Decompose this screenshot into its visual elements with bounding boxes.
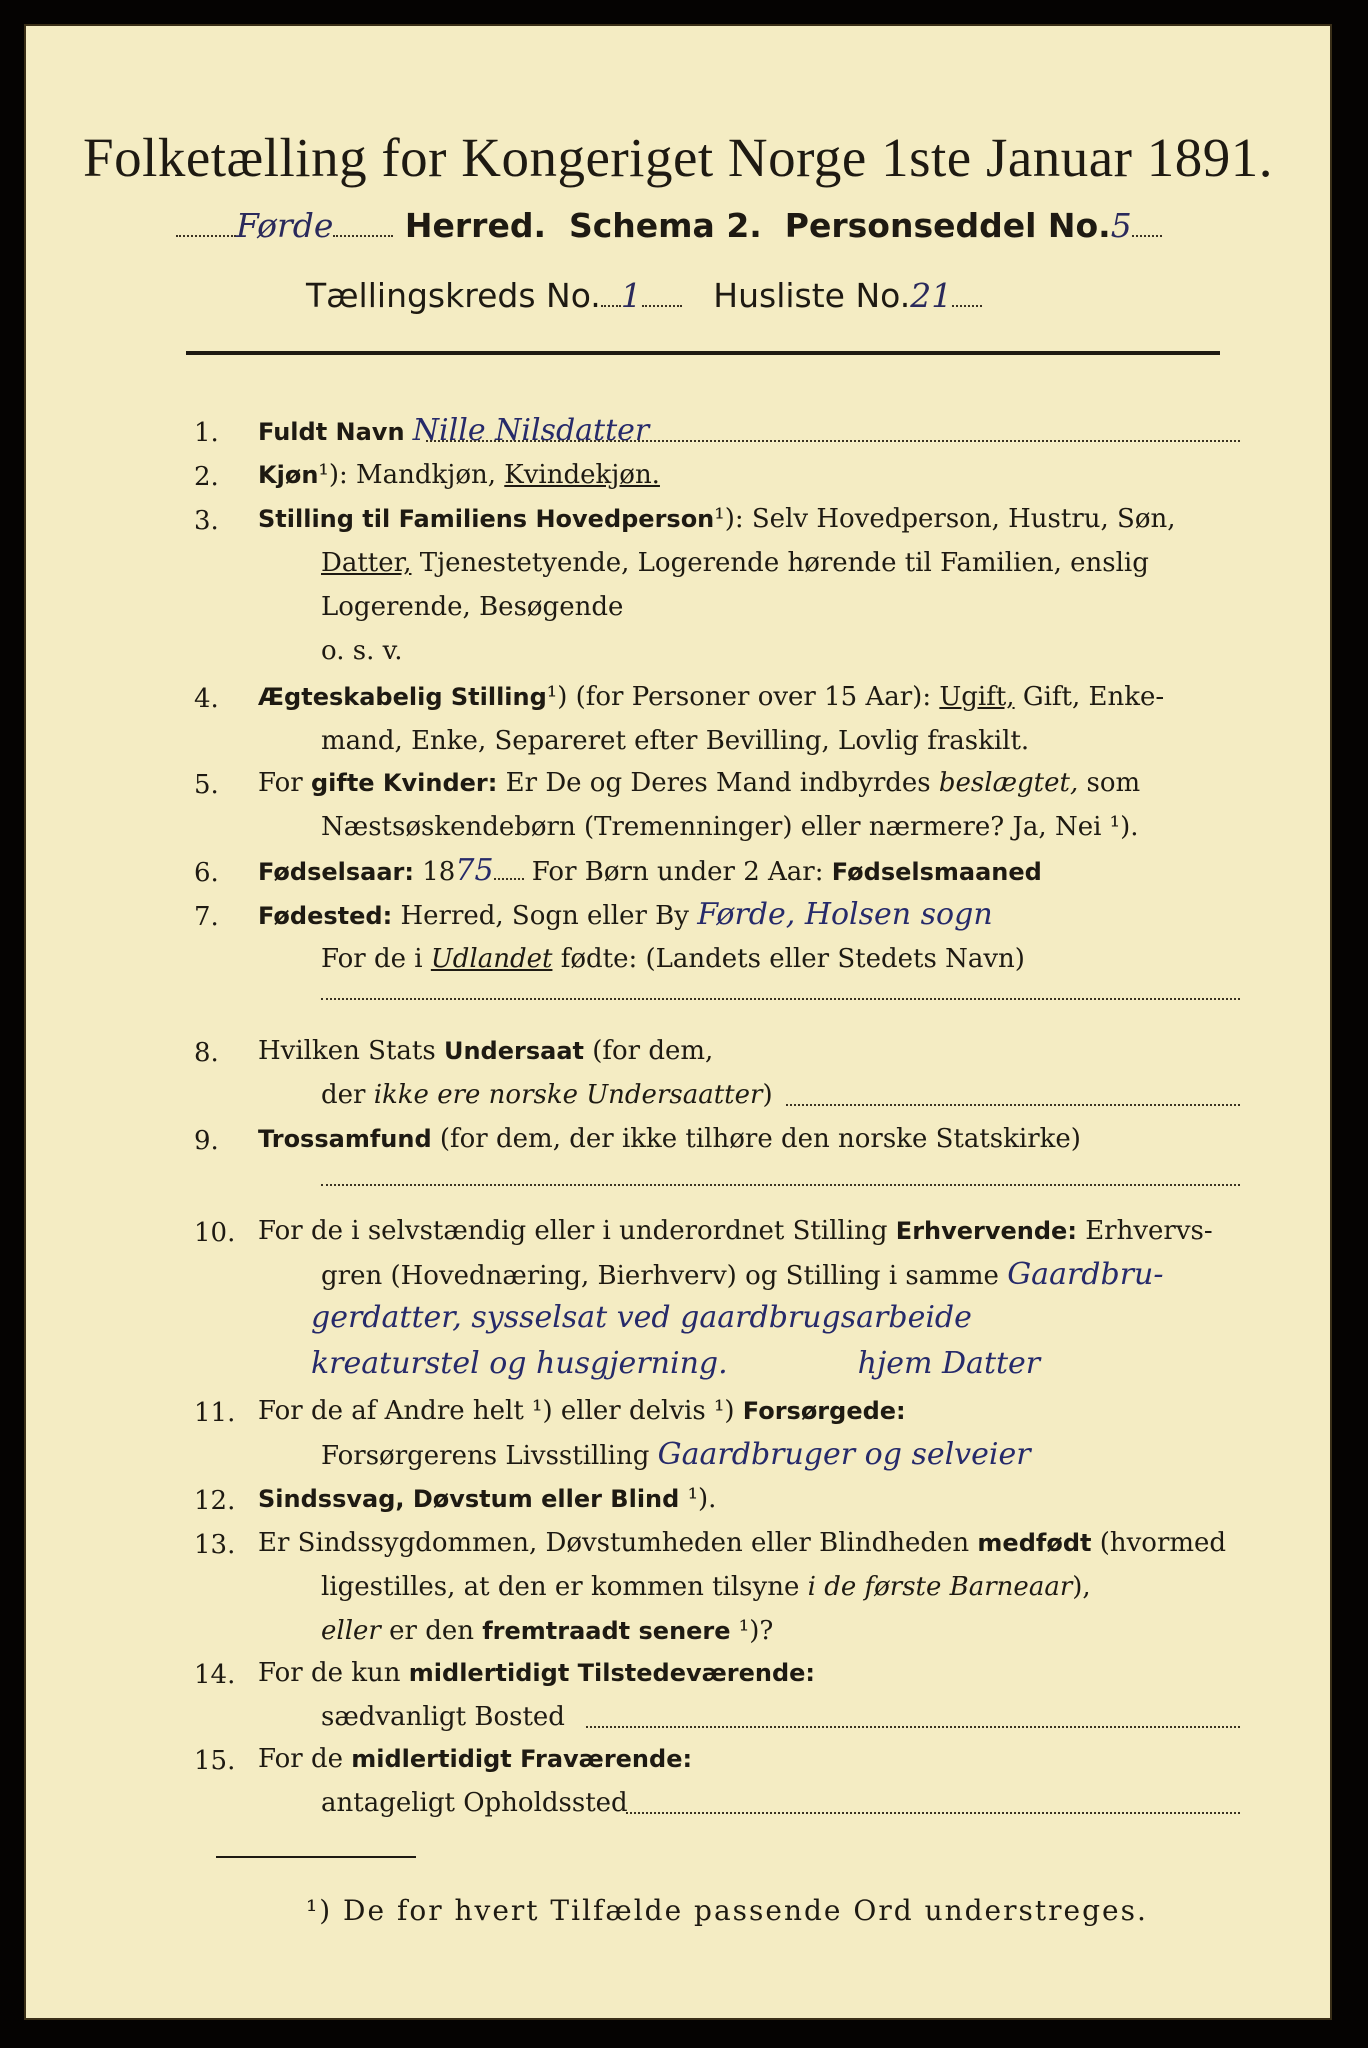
item-6 [258,850,1240,893]
personseddel-value: 5 [1110,206,1132,245]
item-9 [258,1118,1240,1160]
dotted-line [786,1104,1240,1106]
item-text: Forsørgerens Livsstilling [321,1441,650,1471]
provider-occupation-value: Gaardbruger og selveier [657,1437,1031,1472]
item-text: ¹): Mandkjøn, [318,460,505,490]
item-text: i de første Barneaar [807,1572,1073,1602]
item-label: midlertidigt Fraværende: [351,1745,693,1773]
item-number: 7. [194,902,219,932]
item-text: (for dem, [583,1036,714,1066]
item-3-cont [321,542,1240,584]
item-text: fødte: (Landets eller Stedets Navn) [552,944,1025,974]
item-label: Sindssvag, Døvstum eller Blind [258,1485,680,1513]
item-12 [258,1478,1240,1520]
item-label: Ægteskabelig Stilling [258,683,547,711]
item-1 [258,410,1240,453]
item-13 [258,1522,1240,1564]
item-number: 10. [194,1218,236,1248]
item-number: 14. [194,1660,236,1690]
item-text: For de af Andre helt ¹) eller delvis ¹) [258,1396,743,1426]
occupation-value: gerdatter, sysselsat ved gaardbrugsarbeide [311,1300,972,1335]
item-text: ¹): Selv Hovedperson, Hustru, Søn, [714,504,1176,534]
item-text: Er De og Deres Mand indbyrdes [497,768,939,798]
item-text: Erhvervs- [1076,1216,1213,1246]
item-text: For de i [321,944,431,974]
item-number: 12. [194,1486,236,1516]
item-text: ligestilles, at den er kommen tilsyne [321,1572,808,1602]
item-text: gren (Hovednæring, Bierhverv) og Stilling i samme [321,1261,999,1291]
item-label: gifte Kvinder: [310,769,498,797]
form-title: Folketælling for Kongeriget Norge 1ste Januar 1891. [83,127,1273,188]
item-8 [258,1030,1240,1072]
husliste-value: 21 [910,276,953,315]
birth-year-value: 75 [455,853,494,888]
herred-label: Herred. [404,206,546,245]
item-15 [258,1738,1240,1780]
item-number: 4. [194,684,219,714]
header-line-1 [176,206,1270,245]
item-text: Næstsøskendebørn (Tremenninger) eller nærmere? Ja, Nei ¹). [321,812,1139,842]
census-form [24,24,1332,2020]
item-text: o. s. v. [321,636,403,666]
item-number: 5. [194,770,219,800]
header-line-2 [176,276,1270,315]
item-text: Tjenestetyende, Logerende hørende til Familien, enslig [411,548,1149,578]
item-text: sædvanligt Bosted [321,1702,565,1732]
item-number: 11. [194,1398,236,1428]
item-text: Gift, Enke- [1014,682,1165,712]
item-10 [258,1210,1240,1252]
kreds-value: 1 [620,276,642,315]
item-text: ¹) (for Personer over 15 Aar): [546,682,940,712]
item-5 [258,762,1240,804]
husliste-label: Husliste No. [713,276,911,315]
item-text: ), [1072,1572,1091,1602]
underlined-choice: Ugift, [939,682,1015,712]
underlined-choice: Kvindekjøn. [504,460,660,490]
dotted-line [321,998,1240,1000]
item-2 [258,454,1240,496]
item-7-cont [321,938,1240,980]
birthplace-value: Førde, Holsen sogn [697,897,993,932]
item-8-cont [321,1074,1240,1116]
item-4 [258,676,1240,718]
item-text: For [258,768,311,798]
herred-value: Førde [236,206,334,245]
header-rule [186,351,1220,355]
item-text: For de i selvstændig eller i underordnet Stilling [258,1216,896,1246]
item-text: beslægtet, [938,768,1079,798]
item-text: er den [380,1616,483,1646]
item-number: 1. [194,418,219,448]
item-13-cont2 [321,1610,1240,1652]
item-3 [258,498,1240,540]
item-10-cont [321,1254,1240,1297]
occupation-value: hjem Datter [857,1346,1041,1381]
item-text: ¹)? [730,1616,774,1646]
item-label: Forsørgede: [742,1397,906,1425]
item-number: 8. [194,1038,219,1068]
item-text: Logerende, Besøgende [321,592,624,622]
item-label: Undersaat [443,1037,584,1065]
item-label: medfødt [977,1529,1092,1557]
item-text: mand, Enke, Separeret efter Bevilling, Lovlig fraskilt. [321,726,1030,756]
item-label: Fødested: [258,902,393,930]
personseddel-label: Personseddel No. [784,206,1111,245]
item-text: Er Sindssygdommen, Døvstumheden eller Blindheden [258,1528,978,1558]
item-label: Fuldt Navn [258,418,405,446]
occupation-value: Gaardbru- [1007,1257,1164,1292]
kreds-label: Tællingskreds No. [306,276,601,315]
item-14 [258,1652,1240,1694]
item-text: Herred, Sogn eller By [392,901,689,931]
item-text: For Børn under 2 Aar: [523,857,832,887]
item-11-cont [321,1434,1240,1477]
underlined-choice: Datter, [321,548,412,578]
item-text: ¹). [679,1484,717,1514]
schema-label: Schema 2. [568,206,762,245]
item-13-cont [321,1566,1240,1608]
dotted-line [321,1184,1240,1186]
item-label: Fødselsaar: [258,858,414,886]
item-text: ikke ere norske Undersaatter [373,1080,763,1110]
item-text: Udlandet [430,944,553,974]
footnote: ¹) De for hvert Tilfælde passende Ord understreges. [306,1894,1148,1927]
item-11 [258,1390,1240,1432]
item-text: For de [258,1744,352,1774]
item-label: fremtraadt senere [482,1617,731,1645]
item-7 [258,894,1240,937]
item-text: ) [762,1080,773,1110]
item-number: 3. [194,506,219,536]
item-text: antageligt Opholdssted [321,1788,628,1818]
item-text: 18 [414,857,456,887]
item-label: Trossamfund [258,1125,432,1153]
item-text: som [1078,768,1141,798]
dotted-line [586,1726,1240,1728]
occupation-value: kreaturstel og husgjerning. [311,1346,728,1381]
item-text: der [321,1080,374,1110]
item-text: (for dem, der ikke tilhøre den norske Statskirke) [431,1124,1081,1154]
item-number: 6. [194,858,219,888]
full-name-value: Nille Nilsdatter [412,413,650,448]
item-label: Stilling til Familiens Hovedperson [258,505,715,533]
dotted-line [626,1812,1240,1814]
item-text: Hvilken Stats [258,1036,444,1066]
item-text: eller [321,1616,381,1646]
item-label: midlertidigt Tilstedeværende: [408,1659,816,1687]
item-number: 9. [194,1126,219,1156]
occupation-line-3 [311,1346,1270,1381]
dotted-line [426,440,1240,442]
item-label: Erhvervende: [895,1217,1077,1245]
footnote-rule [216,1856,416,1858]
item-number: 15. [194,1746,236,1776]
item-text: For de kun [258,1658,409,1688]
item-number: 13. [194,1530,236,1560]
item-label: Kjøn [258,461,319,489]
item-number: 2. [194,462,219,492]
item-text: (hvormed [1091,1528,1227,1558]
item-label: Fødselsmaaned [831,858,1042,886]
